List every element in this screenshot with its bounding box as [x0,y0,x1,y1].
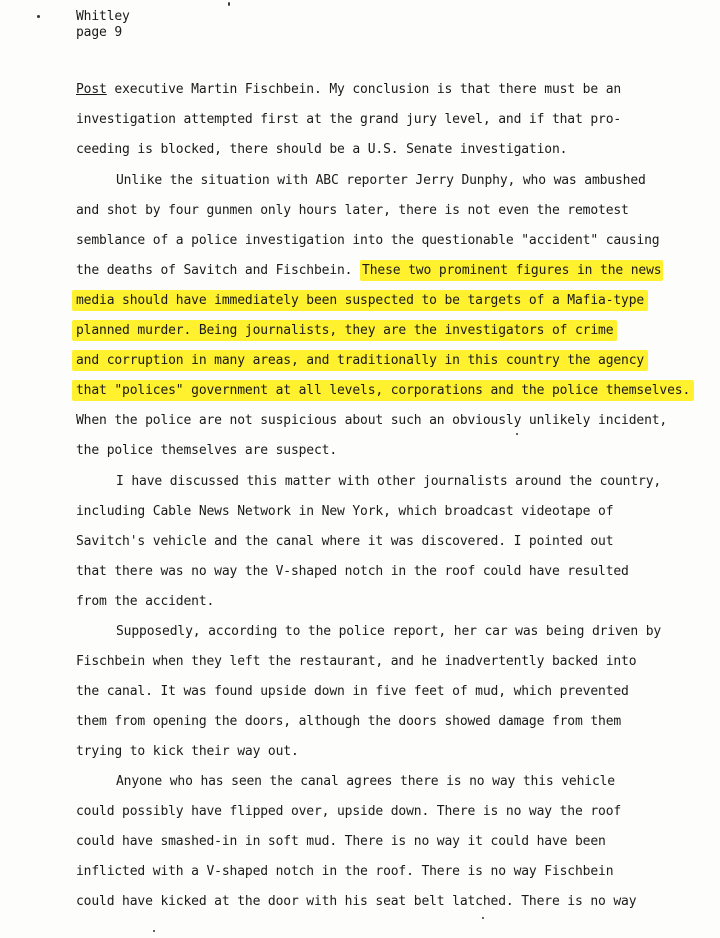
text-line-highlighted: planned murder. Being journalists, they are the investigators of crime [76,323,617,339]
text-line: the police themselves are suspect. [76,443,338,458]
text-line: investigation attempted first at the grand jury level, and if that pro- [76,112,622,127]
scan-speck [482,917,484,919]
scan-speck [153,930,155,932]
text-line: could have smashed-in in soft mud. There is no way it could have been [76,834,606,849]
scan-speck [516,433,518,435]
text-line: including Cable News Network in New York, which broadcast videotape of [76,504,614,519]
text-line: semblance of a police investigation into the questionable "accident" causing [76,233,660,248]
text-line: Supposedly, according to the police report, her car was being driven by [116,624,662,639]
text-line: I have discussed this matter with other journalists around the country, [116,474,662,489]
scan-speck [228,2,230,6]
text-line: Post executive Martin Fischbein. My conclusion is that there must be an [76,82,622,97]
text-line-highlighted: media should have immediately been suspected to be targets of a Mafia-type [76,293,648,309]
underlined-word: Post [76,82,107,97]
text-line: trying to kick their way out. [76,744,299,759]
header-page-number: page 9 [76,25,123,40]
text-line: the deaths of Savitch and Fischbein. These two prominent figures in the news [76,263,663,279]
text-line: could have kicked at the door with his seat belt latched. There is no way [76,894,637,909]
text-line: them from opening the doors, although the doors showed damage from them [76,714,622,729]
text-line: Anyone who has seen the canal agrees there is no way this vehicle [116,774,615,789]
scan-speck [37,15,40,18]
text-line: the canal. It was found upside down in five feet of mud, which prevented [76,684,629,699]
text-line: from the accident. [76,594,215,609]
text-line: Unlike the situation with ABC reporter Jerry Dunphy, who was ambushed [116,173,646,188]
header-author: Whitley [76,9,130,24]
text-line-highlighted: that "polices" government at all levels, corporations and the police themselves. [76,383,694,399]
text-line: that there was no way the V-shaped notch in the roof could have resulted [76,564,629,579]
text-line: Savitch's vehicle and the canal where it was discovered. I pointed out [76,534,614,549]
text-line: Fischbein when they left the restaurant, and he inadvertently backed into [76,654,637,669]
highlighted-text: These two prominent figures in the news [360,260,663,281]
text-line: When the police are not suspicious about such an obviously unlikely incident, [76,413,668,428]
text-line: could possibly have flipped over, upside down. There is no way the roof [76,804,622,819]
text-line-highlighted: and corruption in many areas, and traditionally in this country the agency [76,353,648,369]
text-line: ceeding is blocked, there should be a U.S. Senate investigation. [76,142,568,157]
text-line: inflicted with a V-shaped notch in the roof. There is no way Fischbein [76,864,614,879]
text-line: and shot by four gunmen only hours later, there is not even the remotest [76,203,629,218]
